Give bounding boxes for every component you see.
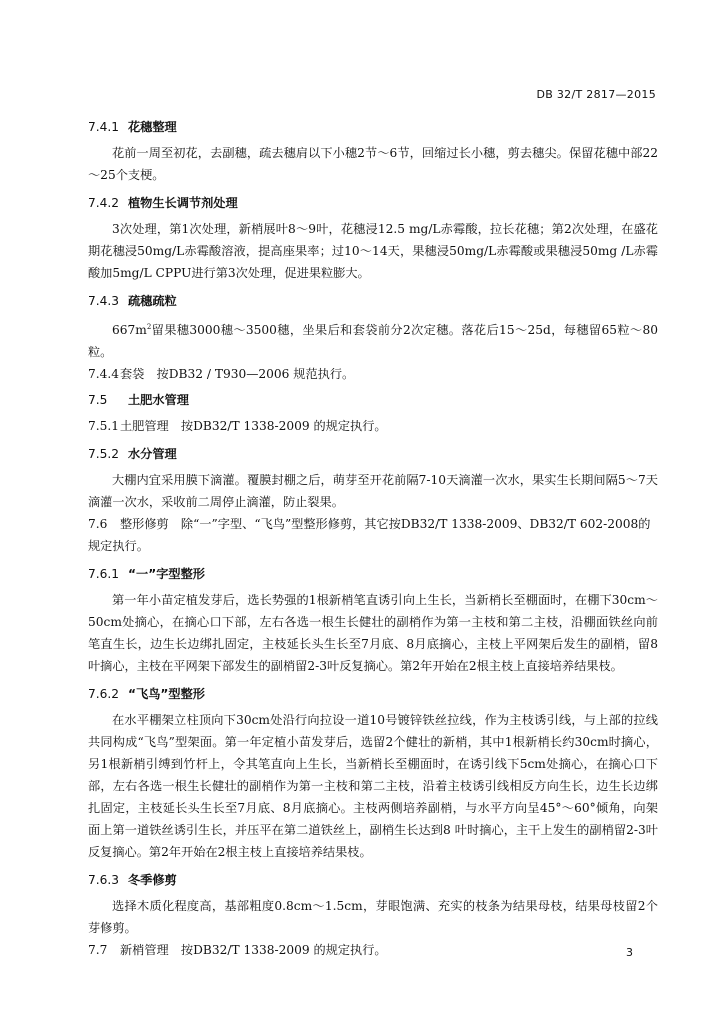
- heading-7-6-1: 7.6.1 “一”字型整形: [88, 567, 205, 582]
- paragraph-flying-bird-training: 在水平棚架立柱顶向下30cm处沿行向拉设一道10号镀锌铁丝拉线，作为主枝诱引线，与上部的拉线共同构成“飞鸟”型架面。第一年定植小苗发芽后，选留2个健壮的新梢，其中1根新梢长约30cm时摘心，另1根新梢引缚到竹杆上，令其笔直向上生长，当新梢长至棚面时，在诱引线下5cm处摘心，在摘心口下部，左右各选一根生长健壮的副梢作为第一主枝和第二主枝，沿着主枝诱引线相反方向生长，边生长边绑扎固定，主枝延长头生长至7月底、8月底摘心。主枝两侧培养副梢，与水平方向呈45°～60°倾角，向架面上第一道铁丝诱引生长，并压平在第二道铁丝上，副梢生长达到8 叶时摘心，主干上发生的副梢留2-3叶反复摘心。第2年开始在2根主枝上直接培养结果枝。: [88, 713, 658, 860]
- heading-7-6-2: 7.6.2 “飞鸟”型整形: [88, 687, 205, 702]
- heading-7-4-3: 7.4.3 疏穗疏粒: [88, 294, 177, 308]
- paragraph-water-management: 大棚内宜采用膜下滴灌。覆膜封棚之后，萌芽至开花前隔7-10天滴灌一次水，果实生长期间隔5～7天滴灌一次水，采收前二周停止滴灌，防止裂果。: [88, 473, 658, 510]
- heading-7-5-2: 7.5.2 水分管理: [88, 447, 177, 462]
- paragraph-flower-cluster: 花前一周至初花，去副穗，疏去穗肩以下小穗2节～6节，回缩过长小穗，剪去穗尖。保留花穗中部22～25个支梗。: [88, 146, 658, 182]
- paragraph-growth-regulator: 3次处理，第1次处理，新梢展叶8～9叶，花穗浸12.5 mg/L赤霉酸，拉长花穗；第2次处理，在盛花期花穗浸50mg/L赤霉酸溶液，提高座果率；过10～14天，果穗浸50mg/L赤霉酸或果穗浸50mg /L赤霉酸加5mg/L CPPU进行第3次处理，促进果粒膨大。: [88, 222, 658, 280]
- heading-7-4-2: 7.4.2 植物生长调节剂处理: [88, 196, 238, 210]
- document-code-header: DB 32/T 2817—2015: [536, 88, 656, 101]
- clause-7-6: 7.6 整形修剪 除“一”字型、“飞鸟”型整形修剪，其它按DB32/T 1338-2009、DB32/T 602-2008的规定执行。: [88, 517, 651, 554]
- paragraph-cluster-thinning: $667m^2$留果穗3000穗～3500穗，坐果后和套袋前分2次定穗。落花后15～25d，每穗留65粒～80粒。: [88, 323, 658, 360]
- page-content: [88, 118, 658, 961]
- heading-7-4-1: 7.4.1 花穗整理: [88, 120, 177, 134]
- clause-7-4-4: 7.4.4套袋 按DB32 / T930—2006 规范执行。: [88, 367, 355, 382]
- clause-7-5-1: 7.5.1土肥管理 按DB32/T 1338-2009 的规定执行。: [88, 419, 387, 434]
- clause-7-7: 7.7 新梢管理 按DB32/T 1338-2009 的规定执行。: [88, 943, 387, 958]
- paragraph-one-shape-training: 第一年小苗定植发芽后，选长势强的1根新梢笔直诱引向上生长，当新梢长至棚面时，在棚下30cm～50cm处摘心，在摘心口下部，左右各选一根生长健壮的副梢作为第一主枝和第二主枝，沿棚面铁丝向前笔直生长，边生长边绑扎固定，主枝延长头生长至7月底、8月底摘心，主枝上平网架后发生的副梢，留8 叶摘心，主枝在平网架下部发生的副梢留2-3叶反复摘心。第2年开始在2根主枝上直接培养结果枝。: [88, 593, 658, 674]
- paragraph-winter-pruning: 选择木质化程度高，基部粗度0.8cm～1.5cm，芽眼饱满、充实的枝条为结果母枝，结果母枝留2个芽修剪。: [88, 899, 658, 936]
- heading-7-6-3: 7.6.3 冬季修剪: [88, 873, 177, 888]
- heading-7-5: 7.5 土肥水管理: [88, 393, 189, 408]
- page-number: 3: [626, 946, 633, 959]
